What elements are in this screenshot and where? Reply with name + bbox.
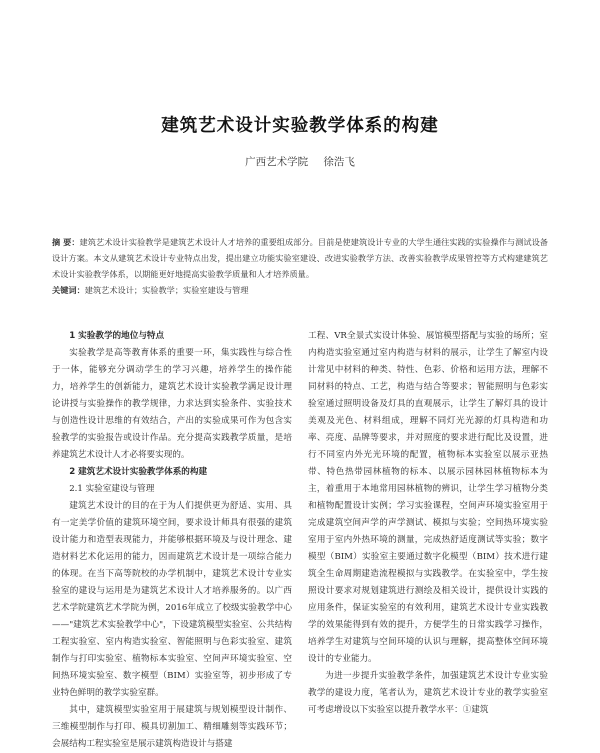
paragraph: 为进一步提升实验教学条件，加强建筑艺术设计专业实验教学的建设力度，笔者认为，建筑艺术设计专业的教学实验室可考虑增设以下实验室以提升教学水平：①建筑 [308,671,548,715]
keywords-text: 建筑艺术设计；实验教学；实验室建设与管理 [84,285,249,295]
abstract [52,234,548,282]
keywords [52,282,548,298]
subsection-heading: 2.1 实验室建设与管理 [69,484,155,494]
right-column [308,328,548,719]
article-authors: 广西艺术学院 徐浩飞 [245,156,355,168]
left-column [52,328,292,753]
keywords-label: 关键词： [52,285,85,295]
paragraph: 工程、VR全景式实设计体验、展馆模型搭配与实验的场所；室内构造实验室通过室内构造与材料的展示，让学生了解室内设计常见中材料的种类、特性、色彩、价格和运用方法，理解不同材料的特点、工艺，构造与结合等要求；智能照明与色彩实验室通过照明设备及灯具的直观展示，让学生了解灯具的设计美观及光色、材料组成，理解不同灯光光源的灯具构造和功率、亮度、品牌等要求，并对照度的要求进行配比及设置，进行不同室内外光光环境的配置，植物标本实验室以展示亚热带、特色热带园林植物的标本、以展示园林园林植物标本为主，着重用于本地常用园林植物的辨识，让学生学习植物分类和植物配置设计实例；学习实验课程，空间声环境实验室用于完成建筑空间声学的声学测试、模拟与实验；空间热环境实验室用于室内外热环境的测量，完成热舒适度测试等实验；数字模型（BIM）实验室主要通过数字化模型（BIM）技术进行建筑全生命周期建造流程模拟与实践教学。在实验室中，学生按照设计要求对规划建筑进行测绘及相关设计，提供设计实践的应用条件，保证实验室的有效利用，建筑艺术设计专业实践教学的效果能得到有效的提升，方便学生的日常实践学习操作，培养学生对建筑与空间环境的认识与理解，提高整体空间环境设计的专业能力。 [308,331,548,664]
paragraph: 建筑艺术设计的目的在于为人们提供更为舒适、实用、具有一定美学价值的建筑环境空间，要求设计师具有很强的建筑设计能力和造型表现能力，并能够根据环境及与设计理念、建造材料艺术化运用的能力，因而建筑艺术设计是一项综合能力的体现。在当下高等院校的办学机制中，建筑艺术设计专业实验室的建设与运用是为建筑艺术设计人才培养服务的。以广西艺术学院建筑艺术学院为例，2016年成立了校级实验教学中心——"建筑艺术实验教学中心"，下设建筑模型实验室、公共结构工程实验室、室内构造实验室、智能照明与色彩实验室、建筑制作与打印实验室、植物标本实验室、空间声环境实验室、空间热环境实验室、数字模型（BIM）实验室等，初步形成了专业特色鲜明的教学实验室群。 [52,501,292,698]
abstract-label: 摘 要： [52,237,80,247]
section-heading: 1 实验教学的地位与特点 [69,331,165,341]
article-title: 建筑艺术设计实验教学体系的构建 [161,116,439,136]
section-heading: 2 建筑艺术设计实验教学体系的构建 [69,467,208,477]
abstract-text: 建筑艺术设计实验教学是建筑艺术设计人才培养的重要组成部分。目前是使建筑设计专业的大学生通往实践的实验操作与测试设备设计方案。本文从建筑艺术设计专业特点出发，提出建立功能实验室建设、改进实验教学方法、改善实验教学成果管控等方式构建建筑艺术设计实验教学体系，以期能更好地提高实验教学质量和人才培养质量。 [52,237,548,279]
paragraph: 其中，建筑模型实验室用于展建筑与规划模型设计制作、三维模型制作与打印、模具切割加工、精细雕刻等实践环节；会展结构工程实验室是展示建筑构造设计与搭建 [52,705,292,749]
paragraph: 实验教学是高等教育体系的重要一环，集实践性与综合性于一体，能够充分调动学生的学习兴趣，培养学生的操作能力，培养学生的创新能力，建筑艺术设计实验教学满足设计理论讲授与实验操作的教学规律，力求达到实验条件、实验技术与创造性设计思维的有效结合，产出的实验成果可作为包含实验教学的实验报告或设计作品。充分提高实践教学质量，是培养建筑艺术设计人才必将要实现的。 [52,348,292,460]
